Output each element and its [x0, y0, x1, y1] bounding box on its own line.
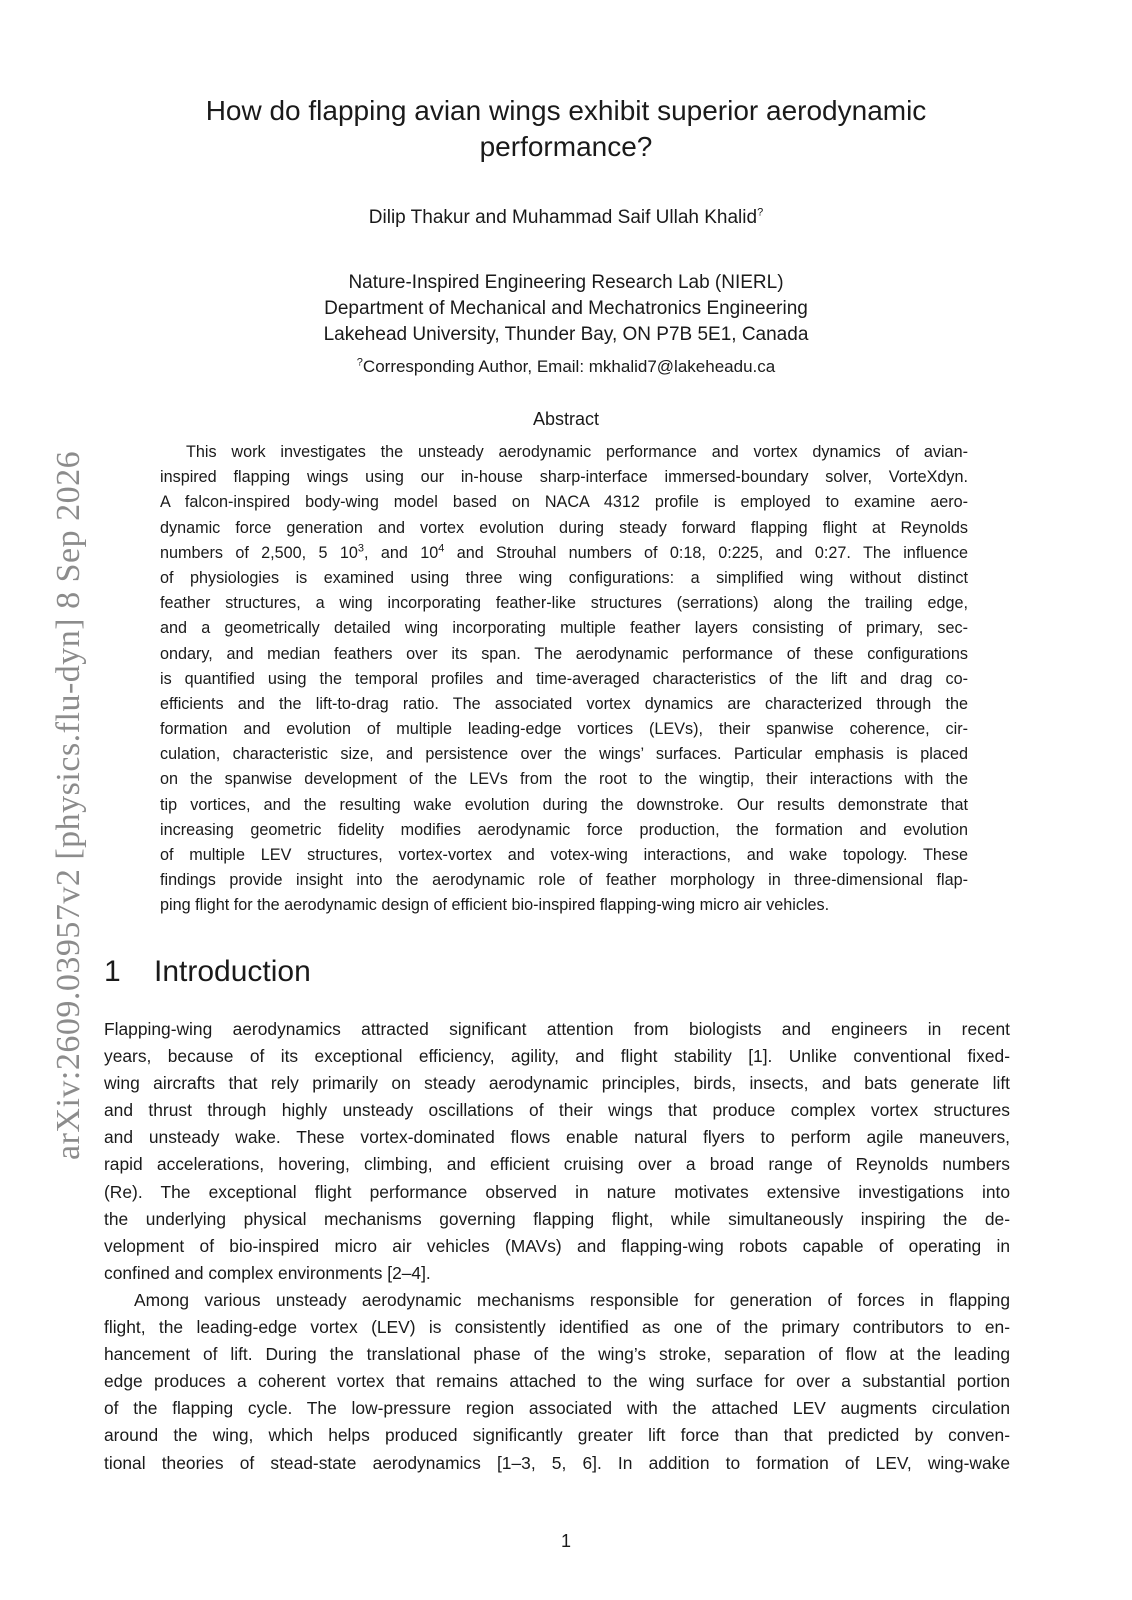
abstract-line: findings provide insight into the aerodynamic role of feather morphology in three-dimensional flap-: [160, 871, 968, 890]
body-line: Among various unsteady aerodynamic mechanisms responsible for generation of forces in flapping: [134, 1289, 1010, 1310]
body-line: Flapping-wing aerodynamics attracted significant attention from biologists and engineers in recent: [104, 1019, 1010, 1039]
abstract-line: A falcon-inspired body-wing model based on NACA 4312 profile is employed to examine aero-: [160, 493, 968, 512]
abstract-text: numbers of 2,500, 5 10: [160, 543, 358, 562]
title-line: How do flapping avian wings exhibit superior aerodynamic: [205, 95, 927, 126]
body-line: and thrust through highly unsteady oscillations of their wings that produce complex vortex structures: [104, 1100, 1010, 1121]
section-heading: [104, 955, 311, 989]
exponent: 4: [438, 542, 445, 555]
abstract-line: of multiple LEV structures, vortex-vortex and votex-wing interactions, and wake topology. These: [160, 846, 968, 864]
section-title: Introduction: [154, 955, 311, 988]
abstract-line: feather structures, a wing incorporating feather-like structures (serrations) along the trailing edge,: [160, 594, 968, 613]
abstract-line: and a geometrically detailed wing incorporating multiple feather layers consisting of primary, sec-: [160, 619, 968, 638]
body-line: (Re). The exceptional flight performance observed in nature motivates extensive investigations into: [104, 1181, 1010, 1202]
abstract-line: increasing geometric fidelity modifies aerodynamic force production, the formation and evolution: [160, 820, 968, 839]
body-line: years, because of its exceptional efficiency, agility, and flight stability [1]. Unlike conventional fixed-: [104, 1046, 1010, 1067]
abstract-line: on the spanwise development of the LEVs from the root to the wingtip, their interactions with the: [160, 770, 968, 789]
body-line: around the wing, which helps produced significantly greater lift force than that predicted by conven-: [104, 1425, 1010, 1446]
abstract-line: inspired flapping wings using our in-house sharp-interface immersed-boundary solver, VorteXdyn.: [160, 468, 968, 487]
body-line: flight, the leading-edge vortex (LEV) is consistently identified as one of the primary contributors to en-: [104, 1317, 1010, 1338]
corresponding-email: Corresponding Author, Email: mkhalid7@lakeheadu.ca: [362, 357, 776, 376]
body-line: rapid accelerations, hovering, climbing, and efficient cruising over a broad range of Reynolds numbers: [104, 1154, 1010, 1175]
authors-text: Dilip Thakur and Muhammad Saif Ullah Khalid: [368, 207, 758, 228]
abstract-body: [160, 440, 968, 919]
author-list: [140, 207, 992, 229]
title-line: performance?: [479, 131, 653, 162]
abstract-line: efficients and the lift-to-drag ratio. The associated vortex dynamics are characterized through the: [160, 694, 968, 713]
body-line: of the flapping cycle. The low-pressure region associated with the attached LEV augments circulation: [104, 1398, 1010, 1419]
affiliation-line: Lakehead University, Thunder Bay, ON P7B 5E1, Canada: [323, 324, 809, 345]
abstract-line: This work investigates the unsteady aerodynamic performance and vortex dynamics of avian-: [186, 443, 968, 461]
abstract-line: tip vortices, and the resulting wake evolution during the downstroke. Our results demonstrate that: [160, 795, 968, 814]
body-line: edge produces a coherent vortex that remains attached to the wing surface for over a substantial portion: [104, 1371, 1010, 1392]
body-line: wing aircrafts that rely primarily on steady aerodynamic principles, birds, insects, and bats generate lift: [104, 1073, 1010, 1094]
abstract-line: of physiologies is examined using three wing configurations: a simplified wing without distinct: [160, 568, 968, 587]
abstract-heading: Abstract: [532, 409, 600, 429]
abstract-line: dynamic force generation and vortex evolution during steady forward flapping flight at Reynolds: [160, 518, 968, 537]
abstract-line: formation and evolution of multiple leading-edge vortices (LEVs), their spanwise coherence, cir-: [160, 720, 968, 739]
affiliation-block: [140, 270, 992, 348]
abstract-line: is quantified using the temporal profiles and time-averaged characteristics of the lift and drag co-: [160, 669, 968, 688]
abstract-text: and Strouhal numbers of 0:18, 0:225, and 0:27. The influence: [444, 543, 969, 562]
corresponding-mark: ?: [356, 356, 363, 369]
page-number: 1: [560, 1531, 571, 1551]
introduction-body: [104, 1016, 1010, 1477]
body-line: hancement of lift. During the translational phase of the wing’s stroke, separation of flow at the leading: [104, 1344, 1010, 1365]
corresponding-mark: ?: [757, 206, 764, 219]
body-line: confined and complex environments [2–4].: [104, 1262, 431, 1283]
abstract-line: [160, 541, 968, 566]
abstract-line: culation, characteristic size, and persistence over the wings’ surfaces. Particular emphasis is placed: [160, 745, 968, 764]
affiliation-line: Nature-Inspired Engineering Research Lab (NIERL): [348, 272, 784, 293]
body-line: tional theories of stead-state aerodynamics [1–3, 5, 6]. In addition to formation of LEV, wing-wake: [104, 1452, 1010, 1473]
body-line: velopment of bio-inspired micro air vehicles (MAVs) and flapping-wing robots capable of operating in: [104, 1235, 1010, 1256]
body-line: and unsteady wake. These vortex-dominated flows enable natural flyers to perform agile maneuvers,: [104, 1127, 1010, 1148]
abstract-line: ondary, and median feathers over its span. The aerodynamic performance of these configurations: [160, 644, 968, 663]
arxiv-identifier-stamp: arXiv:2609.03957v2 [physics.flu-dyn] 8 Sep 2026: [50, 450, 87, 1160]
abstract-line: ping flight for the aerodynamic design of efficient bio-inspired flapping-wing micro air vehicles.: [160, 896, 830, 915]
paper-title: [140, 93, 992, 165]
abstract-text: , and 10: [364, 543, 439, 562]
section-number: 1: [104, 955, 121, 988]
affiliation-line: Department of Mechanical and Mechatronics Engineering: [324, 298, 808, 319]
exponent: 3: [357, 542, 365, 555]
corresponding-author: [140, 357, 992, 377]
body-line: the underlying physical mechanisms governing flapping flight, while simultaneously inspiring the de-: [104, 1208, 1010, 1229]
